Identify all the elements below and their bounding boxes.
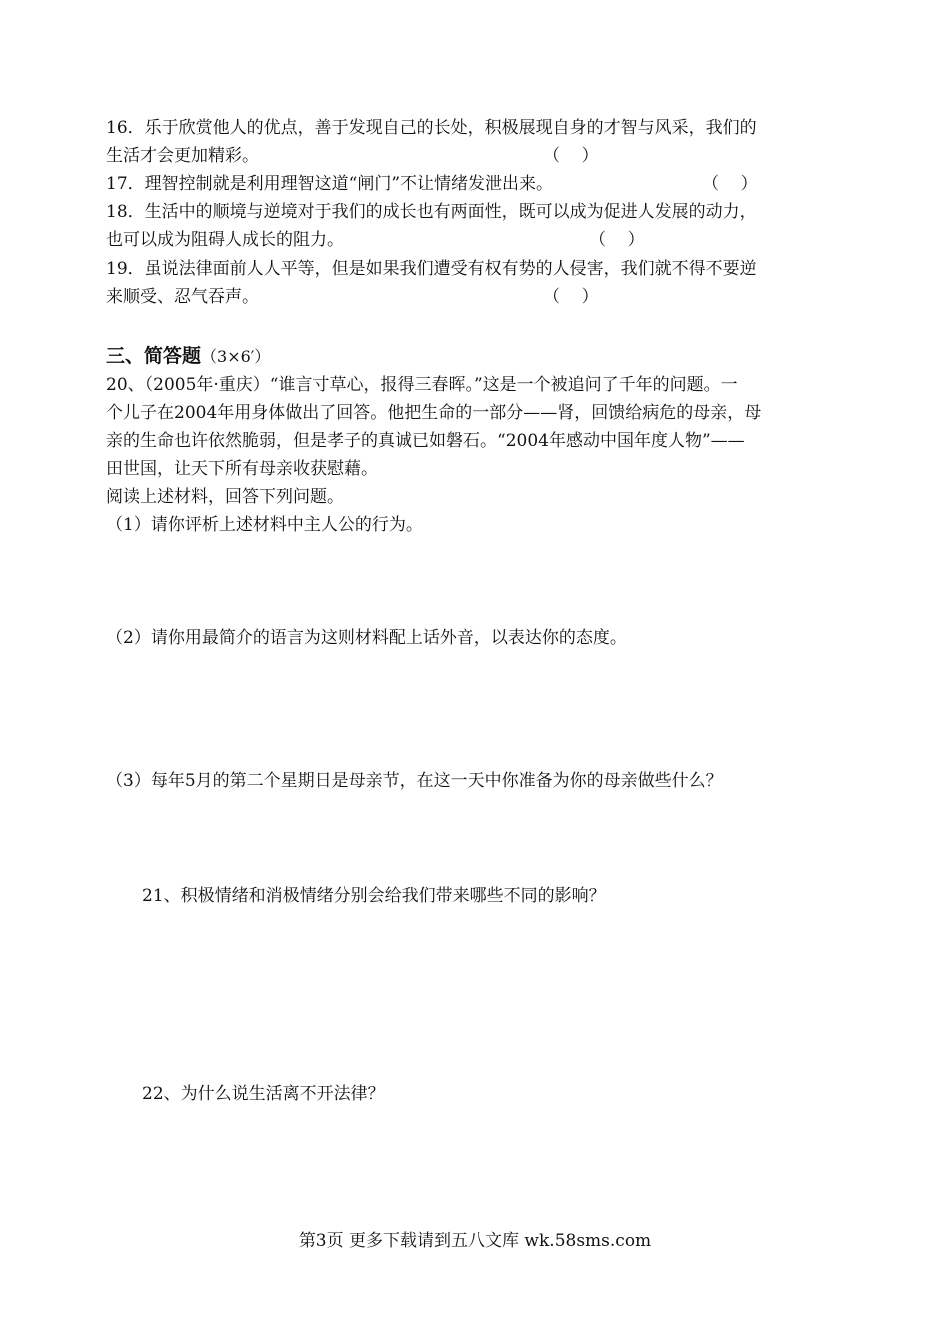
q16-line2: 生活才会更加精彩。 [106, 146, 259, 166]
q20-sub1: （1）请你评析上述材料中主人公的行为。 [106, 515, 423, 535]
q20-sub2: （2）请你用最简介的语言为这则材料配上话外音，以表达你的态度。 [106, 628, 627, 648]
q19-answer-paren: （ ） [543, 287, 599, 307]
q20-line1: 20、（2005年·重庆）“谁言寸草心，报得三春晖。”这是一个被追问了千年的问题。一 [106, 375, 738, 395]
q20-line3: 亲的生命也许依然脆弱，但是孝子的真诚已如磐石。“2004年感动中国年度人物”—— [106, 431, 745, 451]
section3-heading [106, 343, 270, 370]
q22-question: 22、为什么说生活离不开法律？ [142, 1084, 385, 1104]
q19-line1: 19．虽说法律面前人人平等，但是如果我们遭受有权有势的人侵害，我们就不得不要逆 [106, 259, 757, 279]
q17-line1: 17．理智控制就是利用理智这道“闸门”不让情绪发泄出来。 [106, 174, 554, 194]
page-footer: 第3页 更多下载请到五八文库 wk.58sms.com [298, 1231, 652, 1251]
q18-line1: 18．生活中的顺境与逆境对于我们的成长也有两面性，既可以成为促进人发展的动力， [106, 202, 757, 222]
q18-answer-paren: （ ） [589, 230, 645, 250]
q19-line2: 来顺受、忍气吞声。 [106, 287, 259, 307]
q20-instruction: 阅读上述材料，回答下列问题。 [106, 487, 344, 507]
q18-line2: 也可以成为阻碍人成长的阻力。 [106, 230, 344, 250]
q20-line2: 个儿子在2004年用身体做出了回答。他把生命的一部分——肾，回馈给病危的母亲，母 [106, 403, 762, 423]
q21-question: 21、积极情绪和消极情绪分别会给我们带来哪些不同的影响？ [142, 886, 606, 906]
q16-line1: 16．乐于欣赏他人的优点，善于发现自己的长处，积极展现自身的才智与风采，我们的 [106, 118, 757, 138]
q20-sub3: （3）每年5月的第二个星期日是母亲节，在这一天中你准备为你的母亲做些什么？ [106, 771, 723, 791]
q17-answer-paren: （ ） [702, 174, 758, 194]
q16-answer-paren: （ ） [543, 146, 599, 166]
section3-score: （3×6′） [201, 347, 271, 366]
q20-line4: 田世国，让天下所有母亲收获慰藉。 [106, 459, 378, 479]
section3-title: 三、简答题 [106, 345, 202, 367]
